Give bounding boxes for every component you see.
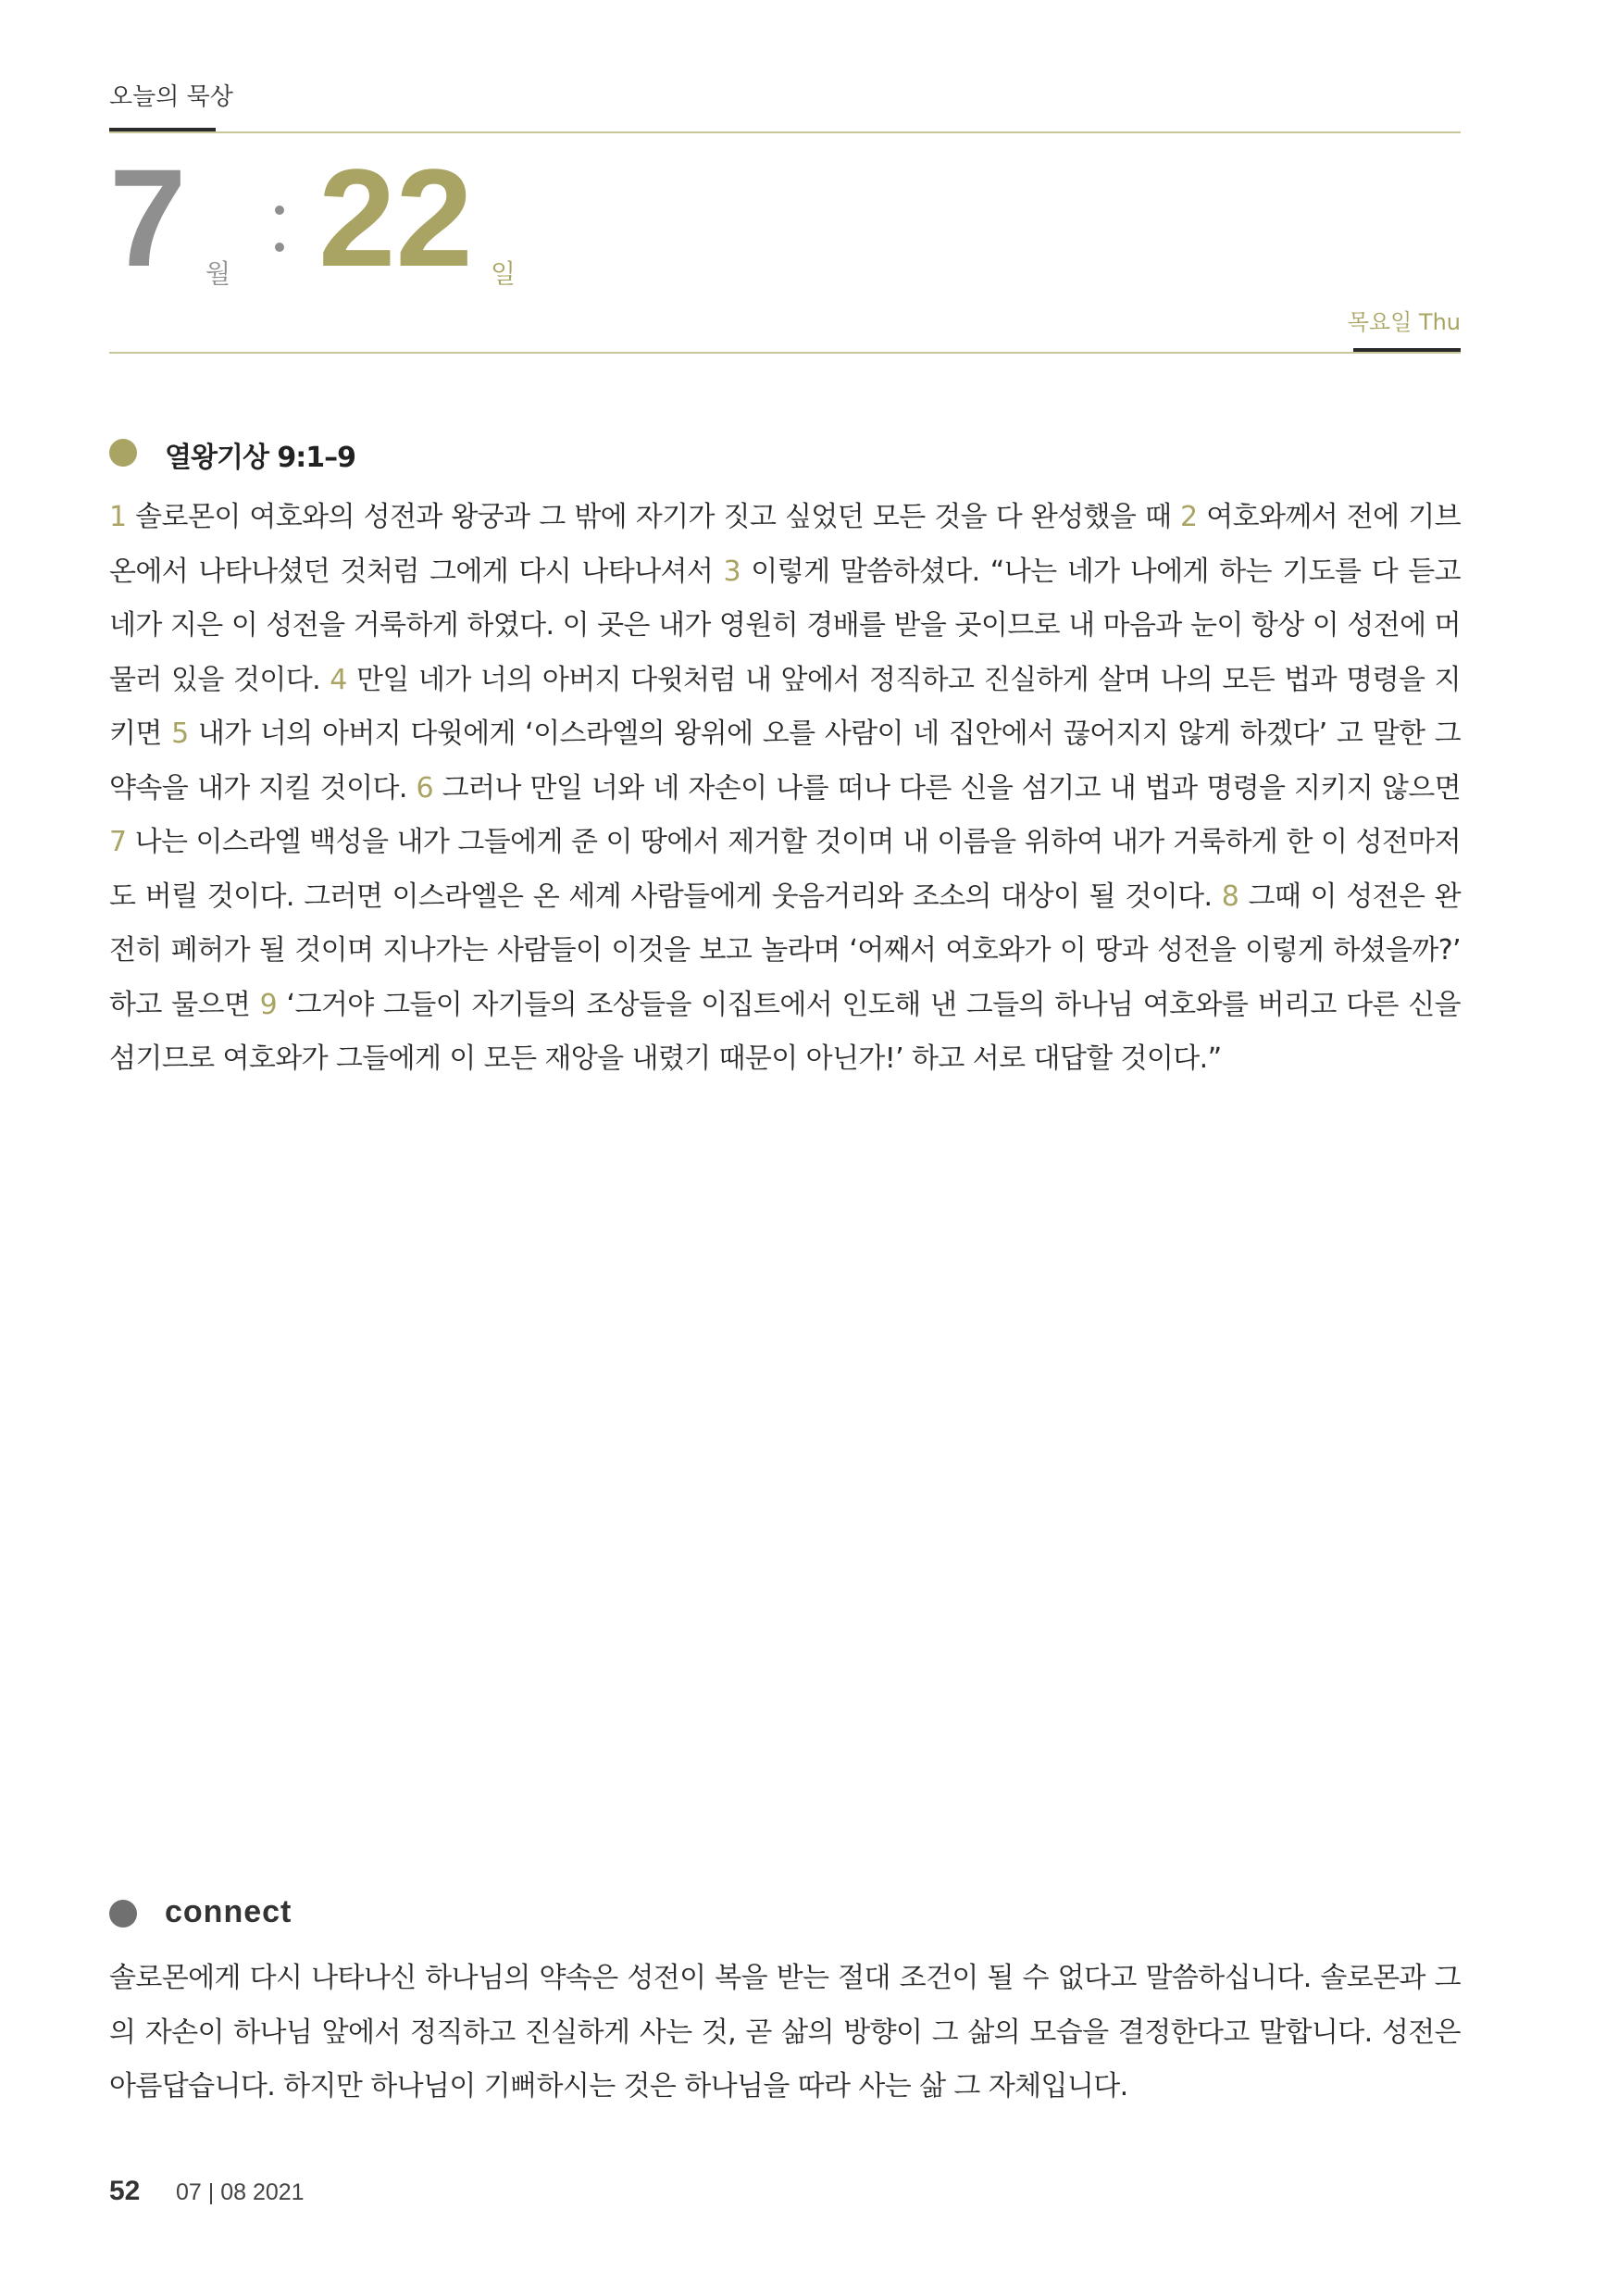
connect-bullet-icon [109, 1900, 137, 1928]
passage-bullet-icon [109, 439, 137, 467]
verse-number: 4 [330, 663, 347, 696]
verse-text: 내가 너의 아버지 다윗에게 ‘이스라엘의 왕위에 오를 사람이 네 집안에서 끊어지지 않게 하겠다’ 고 말한 그 약속을 내가 지킬 것이다. [109, 718, 1462, 805]
verse-text: 만일 네가 너의 아버지 다윗처럼 내 앞에서 정직하고 진실하게 살며 나의 모든 법과 명령을 지키면 [109, 663, 1462, 750]
verse-number: 7 [109, 826, 127, 858]
verse-number: 9 [259, 988, 278, 1021]
day-unit: 일 [491, 258, 517, 289]
verse-number: 5 [171, 718, 189, 750]
verse-text: 그러나 만일 너와 네 자손이 나를 떠나 다른 신을 섬기고 내 법과 명령을 지키지 않으면 [432, 771, 1462, 805]
month-number: 7 [109, 140, 187, 295]
month-unit: 월 [205, 258, 231, 289]
issue-date: 07 | 08 2021 [176, 2179, 305, 2205]
connect-title: connect [165, 1894, 292, 1929]
verse-text: 여호와께서 전에 기브온에서 나타나셨던 것처럼 그에게 다시 나타나셔서 [109, 501, 1461, 588]
header-bottom-rule [109, 352, 1461, 354]
header-top-rule [109, 131, 1461, 133]
connect-text: 솔로몬에게 다시 나타나신 하나님의 약속은 성전이 복을 받는 절대 조건이 될 수 없다고 말씀하십니다. 솔로몬과 그의 자손이 하나님 앞에서 정직하고 진실하게 사는 것, 곧 삶의 방향이 그 삶의 모습을 결정한다고 말합니다. 성전은 아름답습니다. 하지만 하나님이 기뻐하시는 것은 하나님을 따라 사는 삶 그 자체입니다. [109, 1962, 1461, 2103]
verse-number: 6 [416, 771, 433, 805]
verse-text: 그때 이 성전은 완전히 폐허가 될 것이며 지나가는 사람들이 이것을 보고 놀라며 ‘어째서 여호와가 이 땅과 성전을 이렇게 하셨을까?’ 하고 물으면 [109, 880, 1461, 1021]
verse-number: 2 [1180, 501, 1198, 533]
verse-number: 1 [109, 501, 127, 533]
verse-number: 3 [723, 555, 741, 588]
passage-title: 열왕기상 9:1–9 [165, 442, 355, 474]
weekday-label: 목요일 Thu [1347, 309, 1461, 335]
section-label: 오늘의 묵상 [109, 83, 233, 111]
page-number: 52 [109, 2176, 141, 2206]
verse-number: 8 [1221, 880, 1239, 913]
verse-text: 솔로몬이 여호와의 성전과 왕궁과 그 밖에 자기가 짓고 싶었던 모든 것을 다 완성했을 때 [126, 501, 1181, 533]
date-colon-dot-top [275, 206, 284, 215]
verse-text: 나는 이스라엘 백성을 내가 그들에게 준 이 땅에서 제거할 것이며 내 이름을 위하여 내가 거룩하게 한 이 성전마저도 버릴 것이다. 그러면 이스라엘은 온 세계 사람들에게 웃음거리와 조소의 대상이 될 것이다. [109, 826, 1461, 913]
passage-text [109, 491, 1461, 1087]
verse-text: 이렇게 말씀하셨다. “나는 네가 나에게 하는 기도를 다 듣고 네가 지은 이 성전을 거룩하게 하였다. 이 곳은 내가 영원히 경배를 받을 곳이므로 내 마음과 눈이 항상 이 성전에 머물러 있을 것이다. [109, 555, 1461, 696]
verse-text: ‘그거야 그들이 자기들의 조상들을 이집트에서 인도해 낸 그들의 하나님 여호와를 버리고 다른 신을 섬기므로 여호와가 그들에게 이 모든 재앙을 내렸기 때문이 아닌가!’ 하고 서로 대답할 것이다.” [109, 988, 1461, 1075]
date-colon-dot-bottom [275, 243, 284, 252]
day-number: 22 [318, 140, 473, 295]
